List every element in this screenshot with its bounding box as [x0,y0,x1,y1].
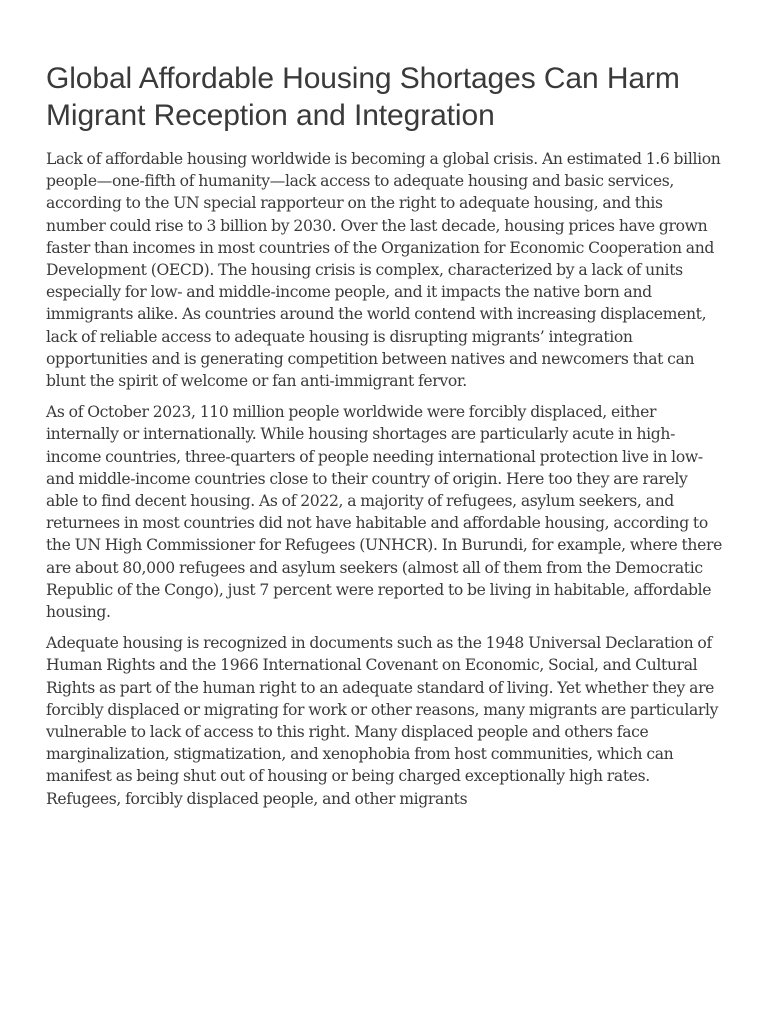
article-paragraph-1: Lack of affordable housing worldwide is becoming a global crisis. An estimated 1.6 billion people—one-fifth of humanity—lack access to adequate housing and basic services, according to the UN special rapporteur on the right to adequate housing, and this number could rise to 3 billion by 2030. Over the last decade, housing prices have grown faster than incomes in most countries of the Organization for Economic Cooperation and Development (OECD). The housing crisis is complex, characterized by a lack of units especially for low- and middle-income people, and it impacts the native born and immigrants alike. As countries around the world contend with increasing displacement, lack of reliable access to adequate housing is disrupting migrants’ integration opportunities and is generating competition between natives and newcomers that can blunt the spirit of welcome or fan anti-immigrant fervor. [46,150,721,391]
article-paragraph-3: Adequate housing is recognized in documents such as the 1948 Universal Declaration of Human Rights and the 1966 International Covenant on Economic, Social, and Cultural Rights as part of the human right to an adequate standard of living. Yet whether they are forcibly displaced or migrating for work or other reasons, many migrants are particularly vulnerable to lack of access to this right. Many displaced people and others face marginalization, stigmatization, and xenophobia from host communities, which can manifest as being shut out of housing or being charged exceptionally high rates. Refugees, forcibly displaced people, and other migrants [46,634,719,808]
article-title: Global Affordable Housing Shortages Can Harm Migrant Reception and Integration [46,62,680,132]
article [46,60,722,819]
article-paragraph-2: As of October 2023, 110 million people worldwide were forcibly displaced, either internally or internationally. While housing shortages are particularly acute in high-income countries, three-quarters of people needing international protection live in low- and middle-income countries close to their country of origin. Here too they are rarely able to find decent housing. As of 2022, a majority of refugees, asylum seekers, and returnees in most countries did not have habitable and affordable housing, according to the UN High Commissioner for Refugees (UNHCR). In Burundi, for example, where there are about 80,000 refugees and asylum seekers (almost all of them from the Democratic Republic of the Congo), just 7 percent were reported to be living in habitable, affordable housing. [46,403,722,622]
